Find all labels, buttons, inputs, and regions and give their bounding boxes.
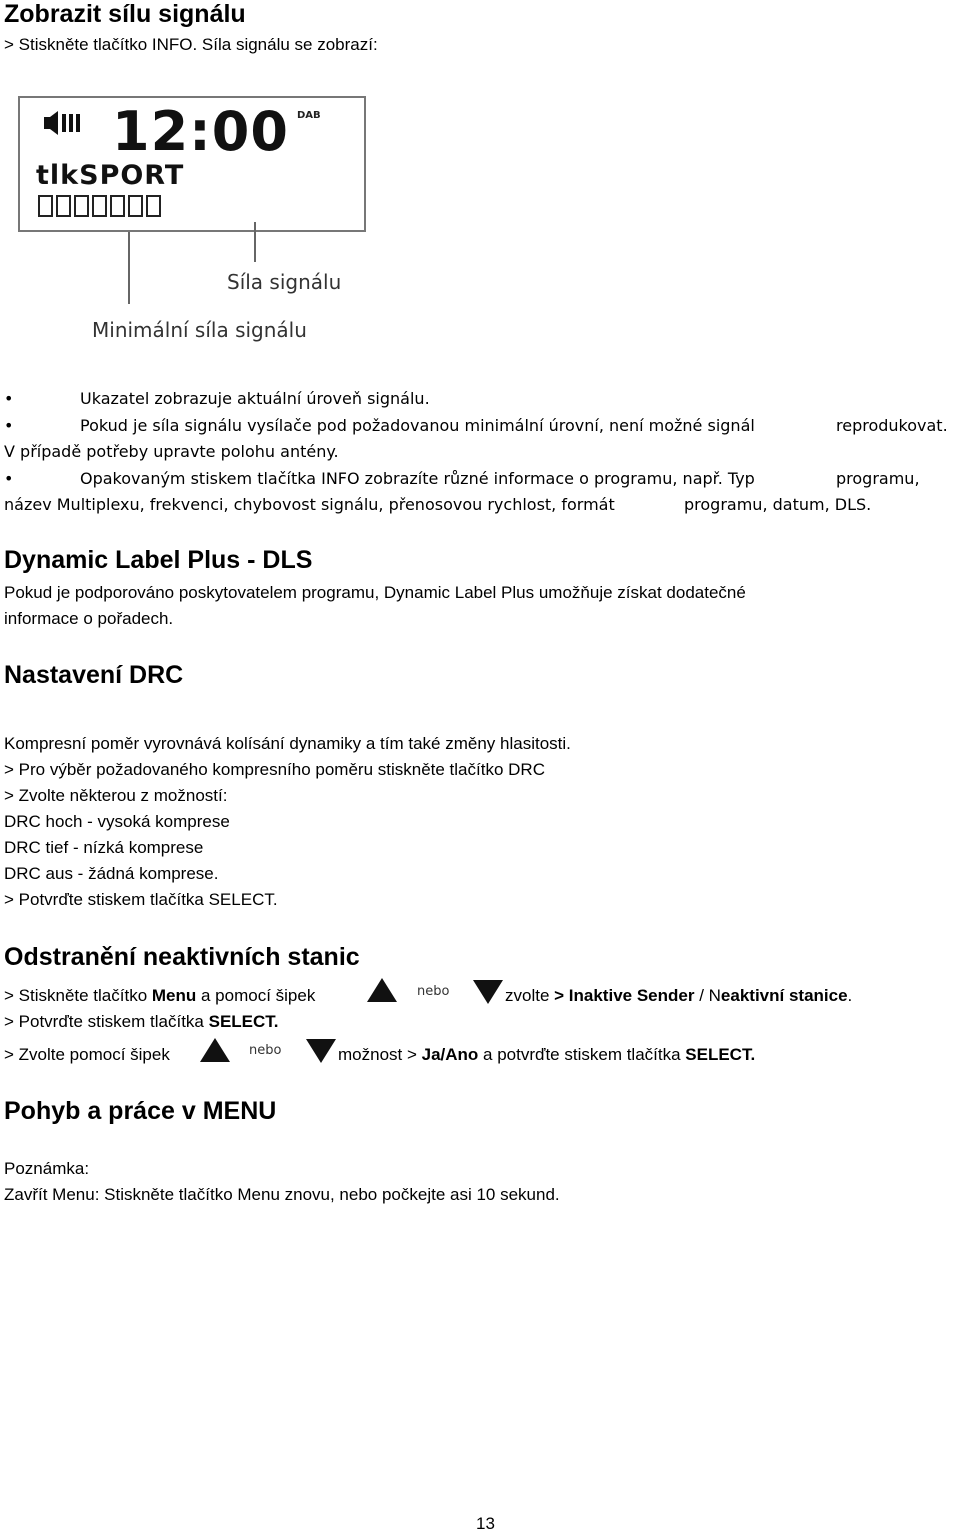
bullet-text: Ukazatel zobrazuje aktuální úroveň signálu. [80, 389, 430, 408]
lcd-station-name: tlkSPORT [36, 160, 185, 191]
bullet-dot: • [4, 389, 14, 408]
section-title-dls: Dynamic Label Plus - DLS [4, 546, 313, 574]
signal-bar [56, 195, 71, 217]
drc-line: > Zvolte některou z možností: [4, 786, 228, 805]
arrow-up-icon [200, 1038, 230, 1062]
bullet-text-cont: název Multiplexu, frekvenci, chybovost signálu, přenosovou rychlost, formát [4, 495, 615, 514]
signal-strength-pointer-line [254, 222, 256, 262]
arrow-up-icon [367, 978, 397, 1002]
nebo-label: nebo [417, 984, 450, 999]
signal-bar [128, 195, 143, 217]
bullet-dot: • [4, 416, 14, 435]
label-min-signal: Minimální síla signálu [92, 318, 307, 342]
bullet-text: Pokud je síla signálu vysílače pod požadovanou minimální úrovní, není možné signál [80, 416, 755, 435]
dls-text: Pokud je podporováno poskytovatelem programu, Dynamic Label Plus umožňuje získat dodatečné [4, 583, 746, 602]
min-signal-pointer-line [128, 232, 130, 304]
signal-bar [110, 195, 125, 217]
section-title-drc: Nastavení DRC [4, 661, 184, 689]
arrow-down-icon [473, 980, 503, 1004]
inactive-line-3: > Zvolte pomocí šipek [4, 1045, 170, 1064]
bullet-text-end: reprodukovat. [836, 416, 948, 435]
dls-text: informace o pořadech. [4, 609, 174, 628]
signal-bar [146, 195, 161, 217]
inactive-line-3-cont: možnost > Ja/Ano a potvrďte stiskem tlačítka SELECT. [338, 1045, 756, 1064]
bullet-text-cont: V případě potřeby upravte polohu antény. [4, 442, 339, 461]
note-text: Zavřít Menu: Stiskněte tlačítko Menu znovu, nebo počkejte asi 10 sekund. [4, 1185, 560, 1204]
lcd-time: 12:00 [112, 100, 289, 163]
arrow-down-icon [306, 1039, 336, 1063]
bullet-text: Opakovaným stiskem tlačítka INFO zobrazíte různé informace o programu, např. Typ [80, 469, 755, 488]
signal-bars [38, 195, 161, 217]
bullet-text-end: programu, [836, 469, 920, 488]
inactive-line-2: > Potvrďte stiskem tlačítka SELECT. [4, 1012, 279, 1031]
section-title-menu: Pohyb a práce v MENU [4, 1097, 277, 1125]
lcd-dab-badge: DAB [297, 110, 321, 121]
nebo-label: nebo [249, 1043, 282, 1058]
section-title-signal: Zobrazit sílu signálu [4, 0, 246, 28]
drc-line: DRC aus - žádná komprese. [4, 864, 219, 883]
bullet-text-cont: programu, datum, DLS. [684, 495, 872, 514]
inactive-line-1-cont: zvolte > Inaktive Sender / Neaktivní stanice. [505, 986, 853, 1005]
bullet-dot: • [4, 469, 14, 488]
drc-line: > Potvrďte stiskem tlačítka SELECT. [4, 890, 278, 909]
signal-bar [92, 195, 107, 217]
drc-line: DRC hoch - vysoká komprese [4, 812, 230, 831]
drc-line: > Pro výběr požadovaného kompresního poměru stiskněte tlačítko DRC [4, 760, 545, 779]
speaker-icon [44, 110, 84, 136]
label-signal-strength: Síla signálu [227, 270, 342, 294]
note-label: Poznámka: [4, 1159, 90, 1178]
signal-bar [74, 195, 89, 217]
signal-instruction: > Stiskněte tlačítko INFO. Síla signálu se zobrazí: [4, 35, 378, 54]
section-title-inactive: Odstranění neaktivních stanic [4, 943, 360, 971]
signal-bar [38, 195, 53, 217]
drc-line: DRC tief - nízká komprese [4, 838, 204, 857]
drc-line: Kompresní poměr vyrovnává kolísání dynamiky a tím také změny hlasitosti. [4, 734, 571, 753]
page-number: 13 [476, 1514, 495, 1533]
inactive-line-1: > Stiskněte tlačítko Menu a pomocí šipek [4, 986, 316, 1005]
